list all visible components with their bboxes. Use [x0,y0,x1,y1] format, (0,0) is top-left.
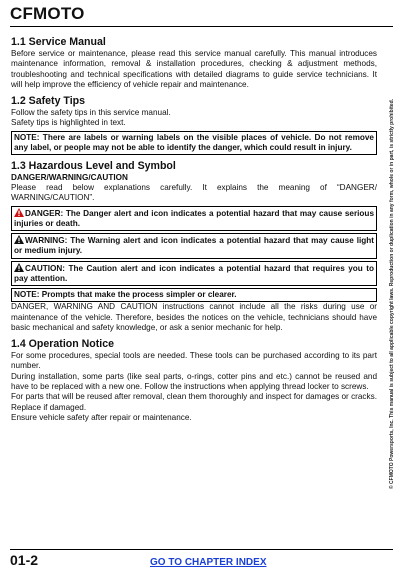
service-manual-body: Before service or maintenance, please read this service manual carefully. This manual introduces maintenance information, removal & installation procedures, checking & adjustment methods, troubleshooting and technical specifications with detailed diagrams to guide service technicians. It will help improve the efficiency of vehicle repair and maintenance. [11,49,377,89]
copyright-text: © CFMOTO Powersports, Inc. This manual is subject to all applicable copyright laws. Reproduction or duplication in any form, whole or in part, is strictly prohibited. [389,98,395,490]
brand-logo-text: CFMOTO [10,4,85,23]
operation-paragraph-3: For parts that will be reused after removal, clean them thoroughly and inspect for damages or cracks. Replace if damaged. [11,392,377,412]
caution-text: CAUTION: The Caution alert and icon indicates a potential hazard that requires you to pay attention. [14,263,374,283]
header-divider [10,26,393,27]
copyright-side-notice [386,74,398,514]
warning-box [11,233,377,258]
section-title-safety-tips: 1.2 Safety Tips [11,95,85,108]
hazard-note-box: NOTE: Prompts that make the process simpler or clearer. [11,288,377,302]
hazard-intro: Please read below explanations carefully. It explains the meaning of “DANGER/ WARNING/CAUTION”. [11,183,377,203]
warning-triangle-icon [14,235,24,244]
danger-text: DANGER: The Danger alert and icon indicates a potential hazard that may cause serious injuries or death. [14,208,374,228]
footer-divider [10,549,393,550]
safety-tips-line-2: Safety tips is highlighted in text. [11,118,126,128]
page-content [11,36,377,423]
page-number: 01-2 [10,552,39,568]
hazard-subtitle: DANGER/WARNING/CAUTION [11,173,128,183]
danger-triangle-icon [14,208,24,217]
section-title-service-manual: 1.1 Service Manual [11,36,106,48]
operation-paragraph-1: For some procedures, special tools are needed. These tools can be purchased according to its part number. [11,351,377,371]
warning-text: WARNING: The Warning alert and icon indicates a potential hazard that may cause light or medium injury. [14,236,374,256]
caution-box [11,261,377,286]
operation-paragraph-4: Ensure vehicle safety after repair or maintenance. [11,412,192,422]
safety-tips-line-1: Follow the safety tips in this service manual. [11,108,171,118]
chapter-index-link[interactable]: GO TO CHAPTER INDEX [150,557,267,568]
section-title-operation: 1.4 Operation Notice [11,338,115,351]
caution-triangle-icon [14,263,24,272]
danger-box [11,206,377,231]
operation-paragraph-2: During installation, some parts (like seal parts, o-rings, cotter pins and etc.) cannot be reused and have to be replaced with a new one. Follow the instructions when applying thread locker to screws. [11,371,377,391]
section-title-hazardous: 1.3 Hazardous Level and Symbol [11,160,176,173]
safety-note-box: NOTE: There are labels or warning labels on the visible places of vehicle. Do not remove any label, or people may not be able to identify the danger, which could result in injury. [11,131,377,155]
hazard-body: DANGER, WARNING AND CAUTION instructions cannot include all the risks during use or maintenance of the vehicle. Therefore, besides the notices on the vehicle, technicians should have basic mechanical and safety knowledge, or ask a senior mechanic for help. [11,302,377,332]
